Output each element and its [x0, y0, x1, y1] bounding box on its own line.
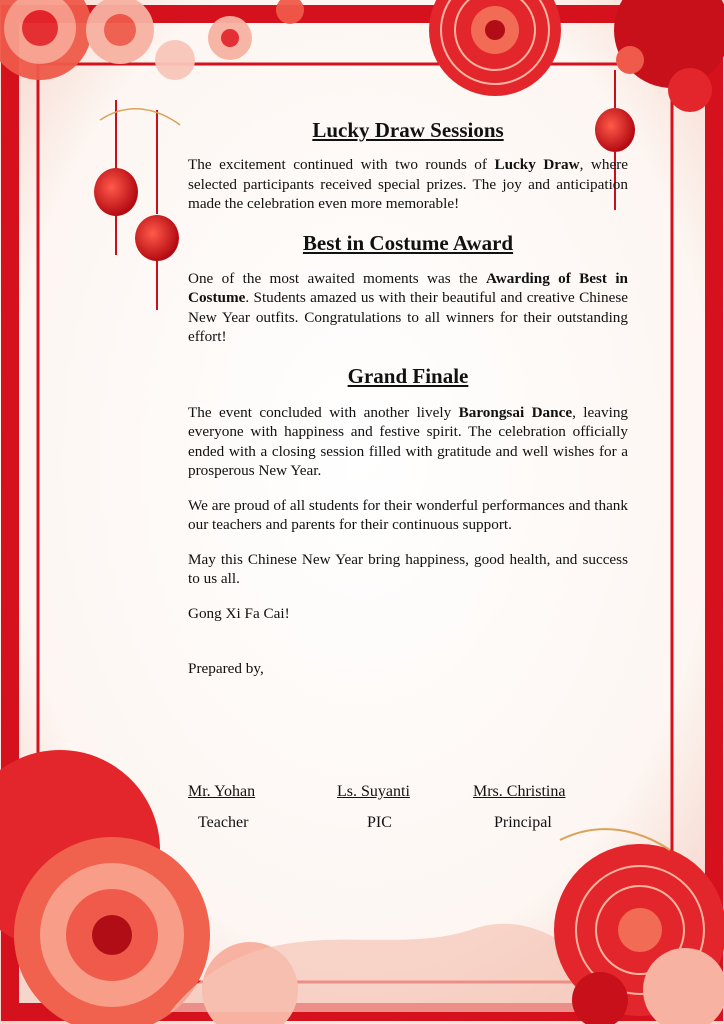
- section-text-best-costume: One of the most awaited moments was the Awarding of Best in Costume. Students amazed us with their beautiful and creative Chinese New Year outfits. Congratulations to all winners for their outstanding effort!: [188, 269, 628, 345]
- section-text-lucky-draw: The excitement continued with two rounds of Lucky Draw, where selected participants received special prizes. The joy and anticipation made the celebration even more memorable!: [188, 156, 628, 212]
- section-heading-best-costume: Best in Costume Award: [302, 230, 514, 255]
- signatory-name: Mrs. Christina: [473, 783, 566, 800]
- section-heading-grand-finale: Grand Finale: [347, 363, 469, 388]
- signatory-pic: [337, 783, 410, 832]
- section-heading-lucky-draw: Lucky Draw Sessions: [312, 118, 504, 142]
- signatory-name: Mr. Yohan: [188, 783, 256, 800]
- section-text-grand-finale: The event concluded with another lively Barongsai Dance, leaving everyone with happiness and festive spirit. The celebration officially ended with a closing session filled with gratitude and well wishes for a prosperous New Year.: [188, 403, 629, 479]
- signatory-role: PIC: [367, 814, 392, 831]
- flower-bottom-right: [554, 844, 724, 1024]
- closing-greeting: Gong Xi Fa Cai!: [188, 604, 290, 622]
- signatory-role: Principal: [494, 814, 552, 831]
- prepared-by-label: Prepared by,: [188, 660, 264, 677]
- signatory-role: Teacher: [198, 814, 249, 831]
- closing-paragraph-thanks: We are proud of all students for their wonderful performances and thank our teachers and parents for their continuous support.: [188, 496, 628, 533]
- document-body: [188, 112, 628, 679]
- signatory-teacher: [188, 783, 255, 832]
- closing-paragraph-wishes: May this Chinese New Year bring happiness, good health, and success to us all.: [188, 550, 628, 587]
- signatory-name: Ls. Suyanti: [337, 783, 410, 800]
- signatory-principal: [473, 783, 565, 832]
